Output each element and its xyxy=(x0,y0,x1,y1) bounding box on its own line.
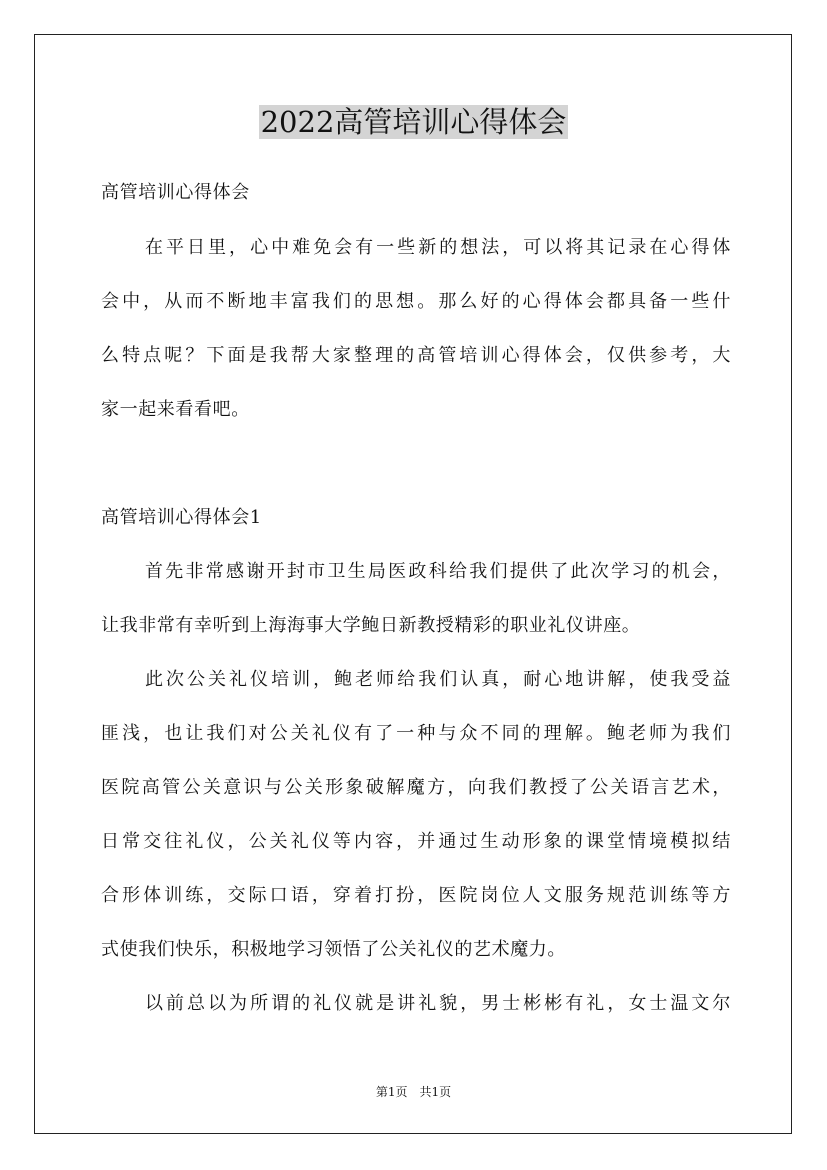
section-heading: 高管培训心得体会 xyxy=(101,182,250,203)
paragraph-line: 此次公关礼仪培训，鲍老师给我们认真，耐心地讲解，使我受益 xyxy=(145,669,731,690)
paragraph-line: 医院高管公关意识与公关形象破解魔方，向我们教授了公关语言艺术， xyxy=(101,777,731,798)
paragraph-line: 日常交往礼仪，公关礼仪等内容，并通过生动形象的课堂情境模拟结 xyxy=(101,831,731,852)
document-title xyxy=(0,100,827,144)
intro-line: 在平日里，心中难免会有一些新的想法，可以将其记录在心得体 xyxy=(145,237,731,258)
article-heading: 高管培训心得体会1 xyxy=(101,507,262,528)
page-footer: 第1页 共1页 xyxy=(375,1085,452,1099)
intro-line: 会中，从而不断地丰富我们的思想。那么好的心得体会都具备一些什 xyxy=(101,291,731,312)
document-title-text: 2022高管培训心得体会 xyxy=(260,105,567,139)
paragraph-line: 让我非常有幸听到上海海事大学鲍日新教授精彩的职业礼仪讲座。 xyxy=(101,615,641,636)
paragraph-line: 匪浅，也让我们对公关礼仪有了一种与众不同的理解。鲍老师为我们 xyxy=(101,723,731,744)
paragraph-line: 以前总以为所谓的礼仪就是讲礼貌，男士彬彬有礼，女士温文尔 xyxy=(145,993,731,1014)
paragraph-line: 合形体训练，交际口语，穿着打扮，医院岗位人文服务规范训练等方 xyxy=(101,885,731,906)
paragraph-line: 式使我们快乐，积极地学习领悟了公关礼仪的艺术魔力。 xyxy=(101,939,566,960)
intro-line: 家一起来看看吧。 xyxy=(101,399,250,420)
paragraph-line: 首先非常感谢开封市卫生局医政科给我们提供了此次学习的机会， xyxy=(145,561,731,582)
intro-line: 么特点呢？下面是我帮大家整理的高管培训心得体会，仅供参考，大 xyxy=(101,345,731,366)
